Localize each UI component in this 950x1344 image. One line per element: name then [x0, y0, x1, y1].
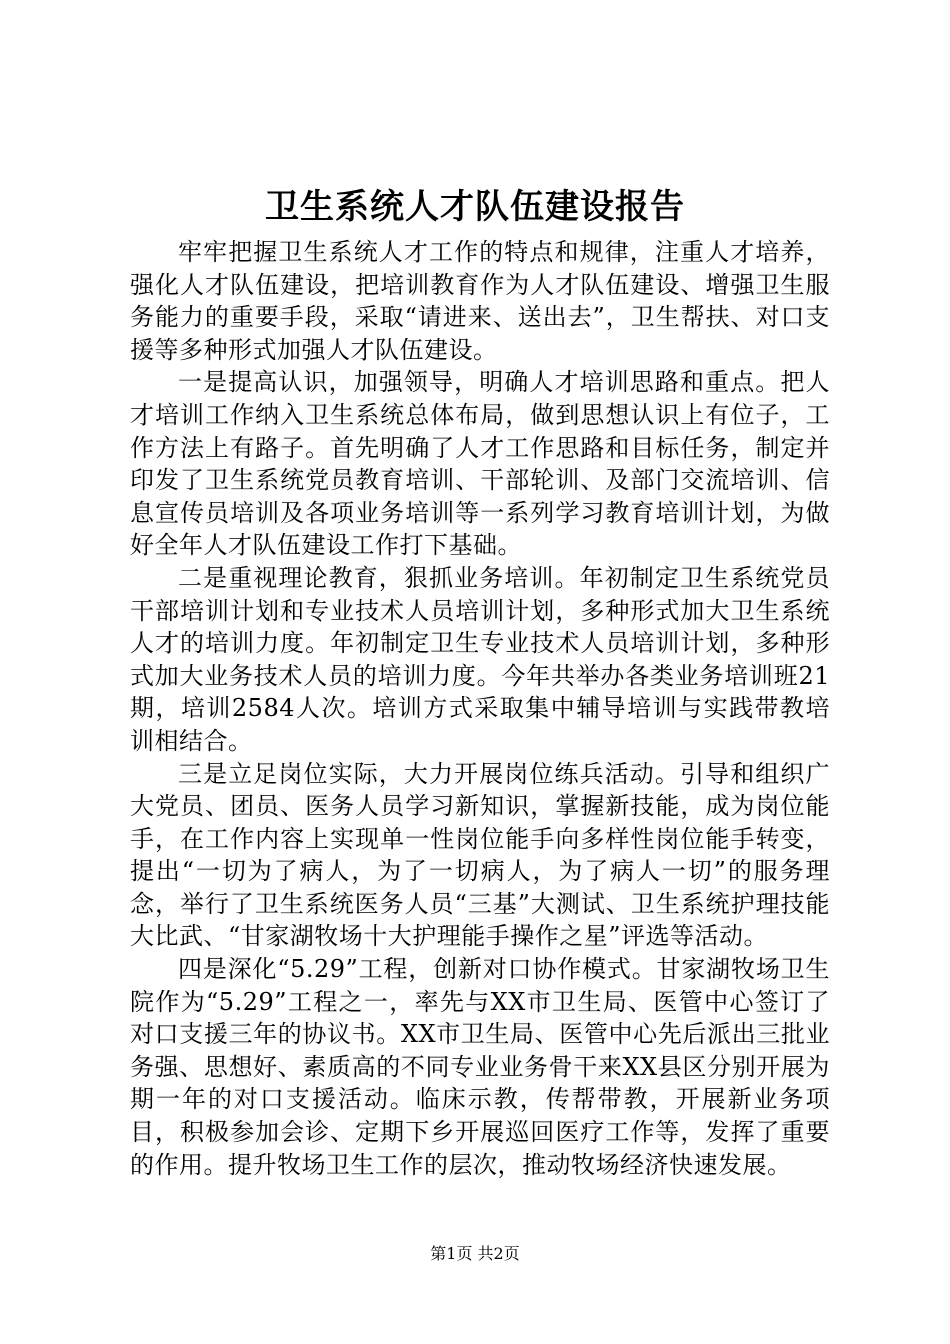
page-footer: 第1页 共2页 — [430, 1244, 520, 1263]
document-title: 卫生系统人才队伍建设报告 — [265, 187, 685, 227]
document-body — [130, 236, 830, 1181]
paragraph-point-4: 四是深化“5.29”工程，创新对口协作模式。甘家湖牧场卫生院作为“5.29”工程之一，率先与XX市卫生局、医管中心签订了对口支援三年的协议书。XX市卫生局、医管中心先后派出三批业务强、思想好、素质高的不同专业业务骨干来XX县区分别开展为期一年的对口支援活动。临床示教，传帮带教，开展新业务项目，积极参加会诊、定期下乡开展巡回医疗工作等，发挥了重要的作用。提升牧场卫生工作的层次，推动牧场经济快速发展。 — [130, 955, 830, 1179]
paragraph-point-3: 三是立足岗位实际，大力开展岗位练兵活动。引导和组织广大党员、团员、医务人员学习新知识，掌握新技能，成为岗位能手，在工作内容上实现单一性岗位能手向多样性岗位能手转变，提出“一切为了病人，为了一切病人，为了病人一切”的服务理念，举行了卫生系统医务人员“三基”大测试、卫生系统护理技能大比武、“甘家湖牧场十大护理能手操作之星”评选等活动。 — [130, 759, 830, 951]
paragraph-intro: 牢牢把握卫生系统人才工作的特点和规律，注重人才培养，强化人才队伍建设，把培训教育作为人才队伍建设、增强卫生服务能力的重要手段，采取“请进来、送出去”，卫生帮扶、对口支援等多种形式加强人才队伍建设。 — [130, 238, 830, 364]
paragraph-point-1: 一是提高认识，加强领导，明确人才培训思路和重点。把人才培训工作纳入卫生系统总体布局，做到思想认识上有位子，工作方法上有路子。首先明确了人才工作思路和目标任务，制定并印发了卫生系统党员教育培训、干部轮训、及部门交流培训、信息宣传员培训及各项业务培训等一系列学习教育培训计划，为做好全年人才队伍建设工作打下基础。 — [130, 368, 830, 560]
paragraph-point-2: 二是重视理论教育，狠抓业务培训。年初制定卫生系统党员干部培训计划和专业技术人员培训计划，多种形式加大卫生系统人才的培训力度。年初制定卫生专业技术人员培训计划，多种形式加大业务技术人员的培训力度。今年共举办各类业务培训班21期，培训2584人次。培训方式采取集中辅导培训与实践带教培训相结合。 — [130, 563, 830, 755]
